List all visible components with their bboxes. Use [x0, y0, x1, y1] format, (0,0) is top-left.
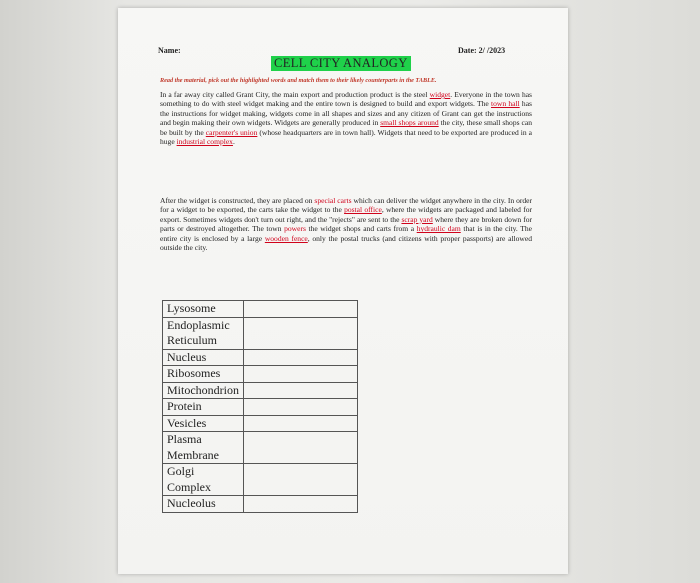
highlighted-term: small shops around — [380, 118, 439, 128]
highlighted-term: wooden fence — [264, 233, 308, 243]
paragraph-text: , where the widgets are packaged and labeled for export. Sometimes widgets don't turn out right, and the "rejects" are sent to the — [160, 205, 532, 224]
term-cell: Nucleolus — [163, 496, 244, 513]
paragraph-text: the widget shops and carts from a — [305, 224, 417, 234]
term-cell: Mitochondrion — [163, 382, 244, 399]
highlighted-term: widget — [429, 90, 451, 99]
highlighted-term: town hall — [491, 99, 520, 109]
worksheet-title: CELL CITY ANALOGY — [271, 56, 411, 71]
term-cell: Lysosome — [163, 301, 244, 318]
answer-cell — [244, 382, 358, 399]
paragraph-text: . — [232, 137, 235, 147]
answer-cell — [244, 399, 358, 416]
paragraph-text: In a far away city called Grant City, the main export and production product is the steel — [160, 90, 430, 99]
table-row — [163, 366, 358, 383]
table-row — [163, 464, 358, 496]
answer-cell — [244, 317, 358, 349]
answer-cell — [244, 415, 358, 432]
highlighted-term: powers — [284, 224, 306, 234]
answer-cell — [244, 366, 358, 383]
answer-cell — [244, 432, 358, 464]
highlighted-term: industrial complex — [176, 137, 233, 147]
terms-table — [162, 300, 358, 513]
term-cell: Endoplasmic Reticulum — [163, 317, 244, 349]
table-row — [163, 317, 358, 349]
table-row — [163, 432, 358, 464]
paragraph-2 — [160, 196, 532, 252]
highlighted-term: carpenter's union — [205, 127, 258, 137]
paragraph-text: . Everyone in the town has something to do with steel widget making and the entire town is designed to build and export widgets. The — [160, 90, 532, 109]
paragraph-text: that is in the city. The entire city is enclosed by a large — [160, 224, 532, 243]
term-cell: Golgi Complex — [163, 464, 244, 496]
date-label: Date: 2/ /2023 — [458, 46, 506, 55]
paragraph-text: After the widget is constructed, they are placed on — [160, 196, 315, 205]
answer-cell — [244, 349, 358, 366]
name-label: Name: — [158, 46, 181, 55]
paragraph-text: the city, these small shops can be built by the — [160, 118, 532, 137]
term-cell: Vesicles — [163, 415, 244, 432]
table-row — [163, 399, 358, 416]
highlighted-term: postal office — [344, 205, 382, 215]
term-cell: Ribosomes — [163, 366, 244, 383]
paragraph-text: , only the postal trucks (and citizens with proper passports) are allowed outside the city. — [160, 233, 532, 253]
instructions: Read the material, pick out the highlighted words and match them to their likely counterparts in the TABLE. — [160, 77, 437, 84]
highlighted-term: scrap yard — [401, 214, 433, 224]
table-row — [163, 415, 358, 432]
term-cell: Protein — [163, 399, 244, 416]
answer-cell — [244, 301, 358, 318]
table-row — [163, 382, 358, 399]
paragraph-1 — [160, 90, 532, 146]
paragraph-text: has the instructions for widget making, widgets come in all shapes and sizes and any citizen of Grant can get the instructions and begin making their own widgets. Widgets are generally produced in — [160, 99, 532, 128]
worksheet-page — [118, 8, 568, 574]
table-row — [163, 496, 358, 513]
paragraph-text: which can deliver the widget anywhere in the city. In order for a widget to be exported, the carts take the widget to the — [160, 196, 532, 215]
answer-cell — [244, 464, 358, 496]
highlighted-term: special carts — [314, 196, 352, 205]
term-cell: Nucleus — [163, 349, 244, 366]
answer-cell — [244, 496, 358, 513]
term-cell: Plasma Membrane — [163, 432, 244, 464]
paragraph-text: (whose headquarters are in town hall). Widgets that need to be exported are produced in a huge — [160, 127, 532, 147]
highlighted-term: hydraulic dam — [416, 224, 461, 234]
paragraph-text: where they are broken down for parts or destroyed altogether. The town — [160, 214, 532, 234]
table-row — [163, 301, 358, 318]
table-row — [163, 349, 358, 366]
